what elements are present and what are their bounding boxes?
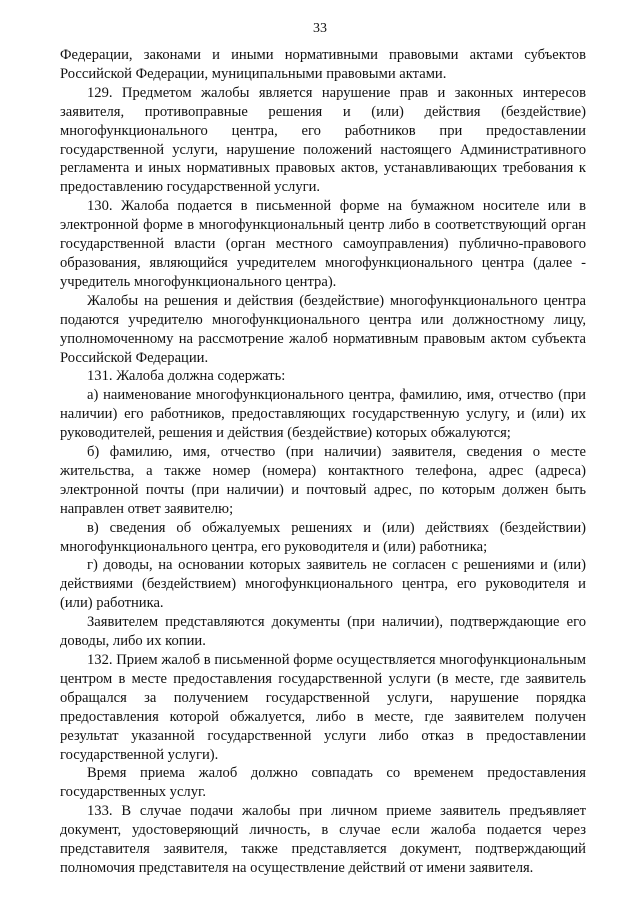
paragraph-131-b: б) фамилию, имя, отчество (при наличии) заявителя, сведения о месте жительства, а также номер (номера) контактного телефона, адрес (адреса) электронной почты (при наличии) и почтовый адрес, по которым должен быть направлен ответ заявителю;: [60, 444, 586, 517]
paragraph-131: 131. Жалоба должна содержать:: [87, 368, 286, 385]
document-body: [60, 46, 586, 878]
paragraph-131-g: г) доводы, на основании которых заявитель не согласен с решениями и (или) действиями (бездействием) многофункционального центра, его руководителя и (или) работника.: [60, 557, 586, 612]
paragraph-130-complaints: Жалобы на решения и действия (бездействие) многофункционального центра подаются учредителю многофункционального центра или должностному лицу, уполномоченному на рассмотрение жалоб нормативным правовым актом субъекта Российской Федерации.: [60, 292, 586, 366]
paragraph-131-documents: Заявителем представляются документы (при наличии), подтверждающие его доводы, либо их копии.: [60, 614, 586, 650]
paragraph-132-time: Время приема жалоб должно совпадать со временем предоставления государственных услуг.: [60, 765, 586, 801]
paragraph-131-v: в) сведения об обжалуемых решениях и (или) действиях (бездействии) многофункционального центра, его руководителя и (или) работника;: [60, 519, 586, 555]
paragraph-continuation: Федерации, законами и иными нормативными правовыми актами субъектов Российской Федерации, муниципальными правовыми актами.: [60, 47, 586, 82]
paragraph-132: 132. Прием жалоб в письменной форме осуществляется многофункциональным центром в месте предоставления государственной услуги (в месте, где заявитель обращался за получением государственной услуги, нарушение порядка предоставления которой обжалуется, либо в месте, где заявителем получен результат указанной государственной услуги либо отказ в предоставлении государственной услуги).: [60, 652, 586, 763]
paragraph-131-a: а) наименование многофункционального центра, фамилию, имя, отчество (при наличии) его работников, предоставляющих государственную услугу, и (или) их руководителей, решения и действия (бездействие) которых обжалуются;: [60, 387, 586, 442]
paragraph-133: 133. В случае подачи жалобы при личном приеме заявитель предъявляет документ, удостоверяющий личность, в случае если жалоба подается через представителя заявителя, также представляется документ, подтверждающий полномочия представителя на осуществление действий от имени заявителя.: [60, 803, 586, 876]
paragraph-129: 129. Предметом жалобы является нарушение прав и законных интересов заявителя, противоправные решения и (или) действия (бездействие) многофункционального центра, его работников при предоставлении государственной услуги, нарушение положений настоящего Административного регламента и иных нормативных правовых актов, устанавливающих требования к предоставлению государственной услуги.: [60, 84, 586, 196]
page-number: 33: [313, 21, 327, 36]
paragraph-130: 130. Жалоба подается в письменной форме на бумажном носителе или в электронной форме в многофункциональный центр либо в соответствующий орган государственной власти (орган местного самоуправления) публично-правового образования, являющийся учредителем многофункционального центра (далее - учредитель многофункционального центра).: [60, 198, 586, 290]
